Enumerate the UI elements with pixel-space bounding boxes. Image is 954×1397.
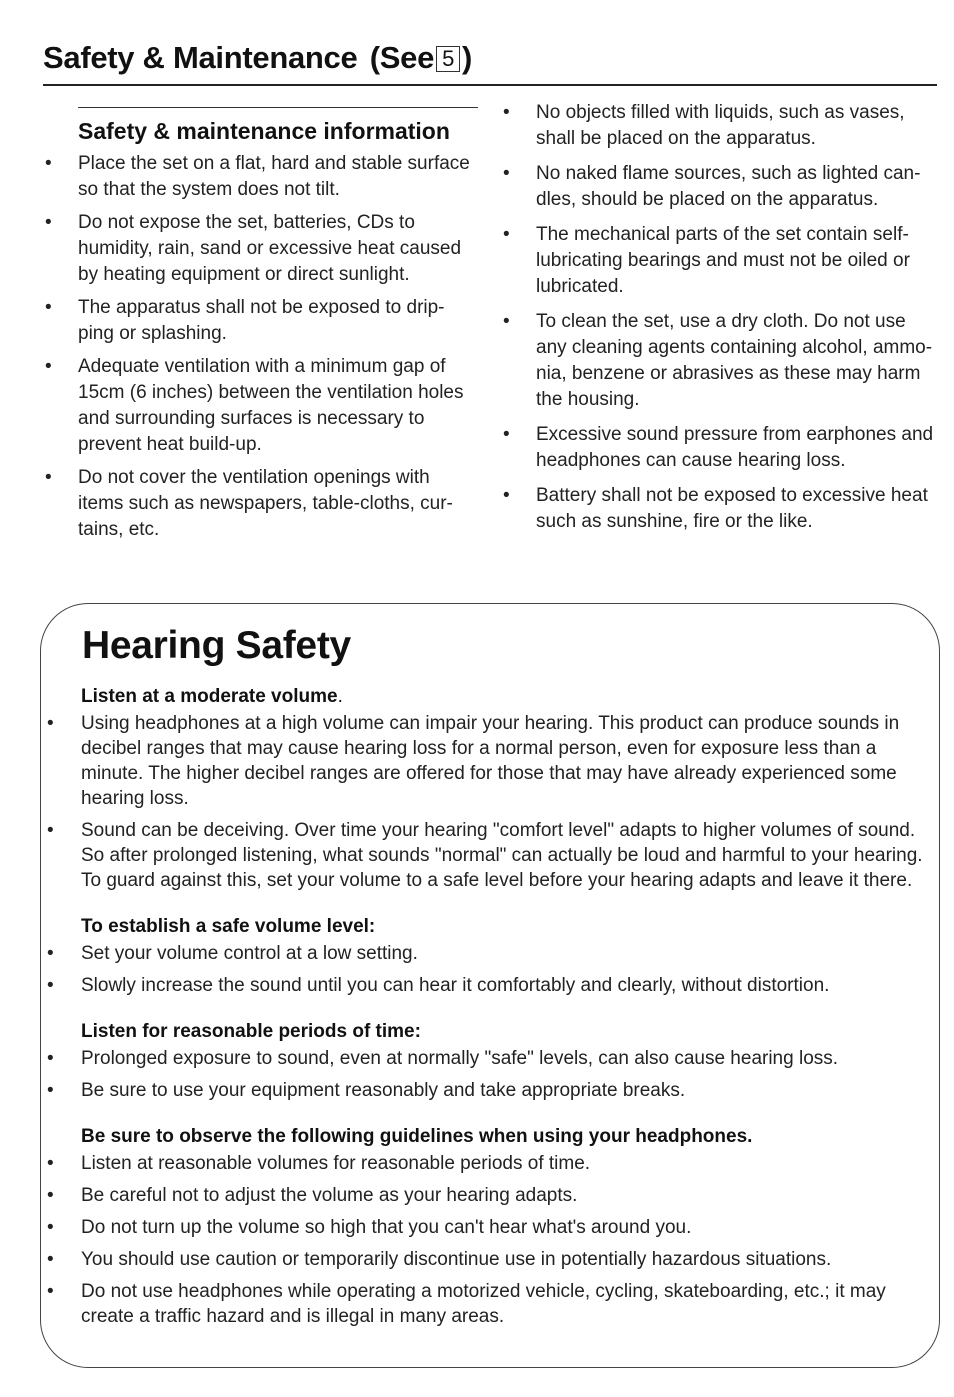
list-item: • You should use caution or temporarily discontinue use in potentially hazardous situations.: [47, 1249, 832, 1270]
establish-volume-heading: To establish a safe volume level:: [81, 916, 376, 937]
title-divider: [43, 84, 937, 86]
list-item: • Using headphones at a high volume can impair your hearing. This product can produce sounds in decibel ranges that may cause hearing loss for a normal person, even for exposure less than a minute. The higher decibel ranges are offered for those that may have already experienced some hearing loss.: [47, 713, 900, 809]
moderate-volume-heading: Listen at a moderate volume.: [81, 686, 343, 707]
list-item: • Battery shall not be exposed to excessive heat such as sunshine, fire or the like.: [503, 485, 928, 532]
reasonable-periods-heading: Listen for reasonable periods of time:: [81, 1021, 421, 1042]
hearing-safety-title: Hearing Safety: [82, 624, 351, 667]
safety-list-right: [501, 100, 937, 535]
subsection-divider: [78, 107, 478, 108]
list-item: • To clean the set, use a dry cloth. Do not use any cleaning agents containing alcohol, ammo- nia, benzene or abrasives as these may harm the housing.: [503, 311, 933, 410]
left-column: [43, 107, 478, 550]
list-item: • Do not turn up the volume so high that you can't hear what's around you.: [47, 1217, 692, 1238]
list-item: • Sound can be deceiving. Over time your hearing "comfort level" adapts to higher volumes of sound. So after prolonged listening, what sounds "normal" can actually be loud and harmful to your hearing. To guard against this, set your volume to a safe level before your hearing adapts and leave it there.: [47, 820, 923, 891]
list-item: • Excessive sound pressure from earphones and headphones can cause hearing loss.: [503, 424, 934, 471]
list-item: • Do not use headphones while operating a motorized vehicle, cycling, skateboarding, etc.; it may create a traffic hazard and is illegal in many areas.: [47, 1281, 886, 1327]
list-item: • The mechanical parts of the set contain self- lubricating bearings and must not be oiled or lubricated.: [503, 224, 910, 297]
list-item: • Adequate ventilation with a minimum gap of 15cm (6 inches) between the ventilation holes and surrounding surfaces is necessary to prevent heat build-up.: [45, 356, 464, 455]
see-reference: [370, 40, 472, 75]
guidelines-heading: Be sure to observe the following guidelines when using your headphones.: [81, 1126, 753, 1147]
page-title-text: Safety & Maintenance: [43, 40, 358, 75]
moderate-volume-list: [43, 711, 933, 893]
list-item: • Be careful not to adjust the volume as your hearing adapts.: [47, 1185, 578, 1206]
see-prefix: (See: [369, 40, 435, 75]
list-item: • No objects filled with liquids, such as vases, shall be placed on the apparatus.: [503, 102, 905, 149]
list-item: • Place the set on a flat, hard and stable surface so that the system does not tilt.: [45, 153, 470, 200]
list-item: • No naked flame sources, such as lighted can- dles, should be placed on the apparatus.: [503, 163, 921, 210]
list-item: • Do not cover the ventilation openings with items such as newspapers, table-cloths, cur- tains, etc.: [45, 467, 453, 540]
list-item: • The apparatus shall not be exposed to drip- ping or splashing.: [45, 297, 445, 344]
hearing-safety-content: [43, 684, 933, 1336]
safety-list-left: [43, 151, 478, 543]
list-item: • Listen at reasonable volumes for reasonable periods of time.: [47, 1153, 591, 1174]
list-item: • Slowly increase the sound until you can hear it comfortably and clearly, without distortion.: [47, 975, 830, 996]
reference-number-box: 5: [436, 46, 460, 72]
see-suffix: ): [462, 40, 473, 75]
guidelines-list: [43, 1151, 933, 1329]
list-item: • Be sure to use your equipment reasonably and take appropriate breaks.: [47, 1080, 686, 1101]
list-item: • Set your volume control at a low setting.: [47, 943, 418, 964]
page-title: [43, 40, 472, 76]
safety-heading: Safety & maintenance information: [78, 118, 450, 144]
right-column: [501, 100, 937, 544]
reasonable-periods-list: [43, 1046, 933, 1103]
list-item: • Do not expose the set, batteries, CDs to humidity, rain, sand or excessive heat caused by heating equipment or direct sunlight.: [45, 212, 462, 285]
list-item: • Prolonged exposure to sound, even at normally "safe" levels, can also cause hearing loss.: [47, 1048, 839, 1069]
establish-volume-list: [43, 941, 933, 998]
